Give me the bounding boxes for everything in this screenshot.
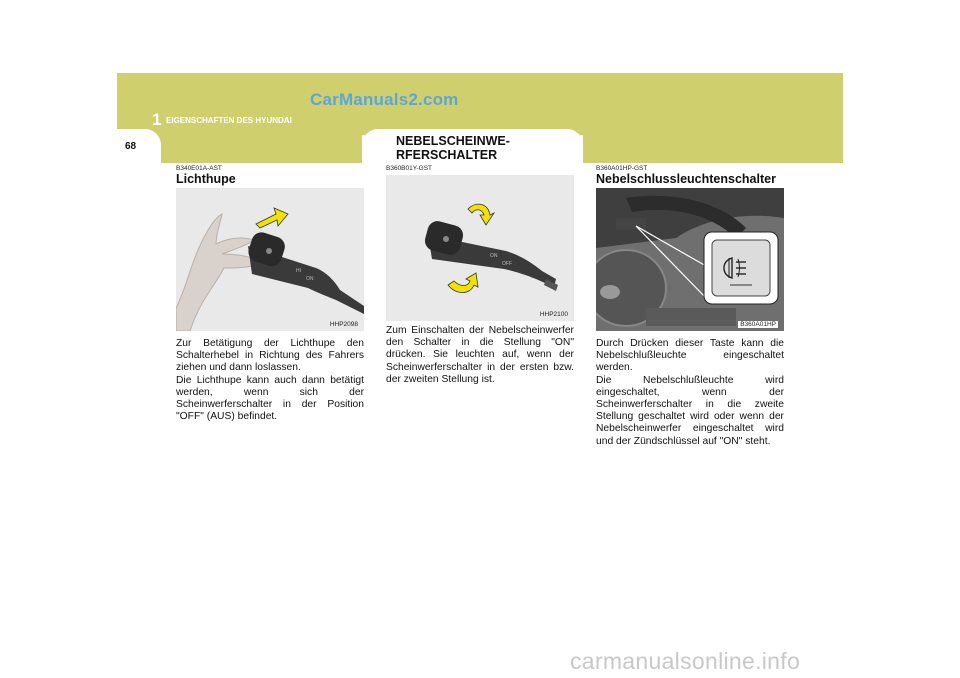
column-3-body: Durch Drücken dieser Taste kann die Nebelschlußleuchte eingeschaltet werden. Die Nebelschlußleuchte wird eingeschaltet, wenn der Scheinwerferschalter in die zweite Stellung geschaltet wird oder wenn der Nebelscheinwerfer eingeschaltet wird und der Zündschlüssel auf "ON" steht. (596, 338, 784, 447)
header-watermark-link[interactable]: CarManuals2.com (310, 90, 459, 109)
column-2-body: Zum Einschalten der Nebelscheinwerfer den Schalter in die Stellung "ON" drücken. Sie leuchten auf, wenn der Scheinwerferschalter in der ersten bzw. der zweiten Stellung ist. (386, 325, 574, 385)
page-number: 68 (125, 141, 137, 152)
column-1-figure (176, 188, 364, 331)
column-1-body: Zur Betätigung der Lichthupe den Schalterhebel in Richtung des Fahrers ziehen und dann loslassen. Die Lichthupe kann auch dann betätigt werden, wenn sich der Scheinwerferschalter in der Position "OFF" (AUS) befindet. (176, 338, 364, 423)
column-3-code: B360A01HP-GST (596, 165, 648, 172)
chapter-number: 1 (152, 110, 162, 129)
footer-watermark-link[interactable]: carmanualsonline.info (570, 648, 801, 674)
section-title: NEBELSCHEINWE- RFERSCHALTER (396, 134, 510, 162)
column-1-code: B340E01A-AST (176, 165, 222, 172)
column-2-figure (386, 175, 574, 321)
page-number-tab (117, 129, 161, 163)
dashboard-illustration (596, 188, 784, 331)
chapter-title: EIGENSCHAFTEN DES HYUNDAI (166, 116, 292, 125)
header-band-right-tab (583, 129, 843, 163)
column-3-figure-label: B360A01HP (740, 321, 776, 328)
svg-text:ON: ON (306, 276, 314, 282)
column-3-heading: Nebelschlussleuchtenschalter (596, 172, 776, 186)
column-1-figure-label: HHP2098 (329, 321, 358, 328)
svg-text:ON: ON (490, 253, 498, 259)
svg-text:OFF: OFF (502, 261, 512, 267)
column-2-code: B360B01Y-GST (386, 165, 433, 172)
column-2-figure-label: HHP2100 (539, 311, 568, 318)
fog-switch-illustration (386, 175, 574, 321)
header-band (117, 73, 843, 135)
column-1-heading: Lichthupe (176, 172, 236, 186)
column-3-figure (596, 188, 784, 331)
header-band-left-tab (140, 129, 362, 163)
stalk-flash-illustration (176, 188, 364, 331)
svg-text:HI: HI (296, 268, 301, 274)
